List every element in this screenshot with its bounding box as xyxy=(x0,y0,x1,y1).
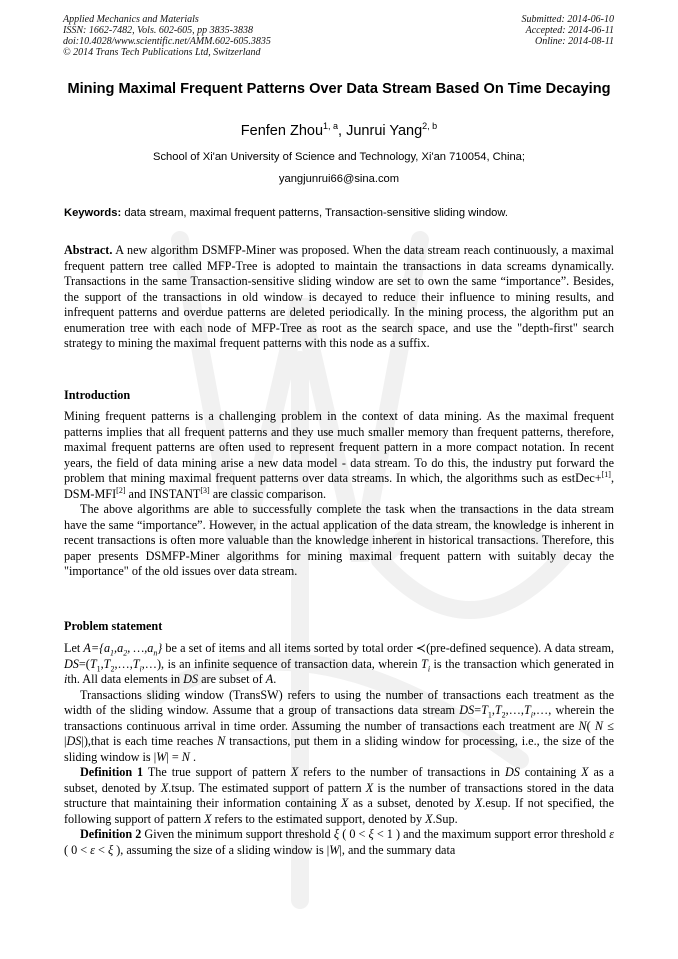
definition-1: Definition 1 The true support of pattern X refers to the number of transactions in DS containing X as a subset, denoted by X.tsup. The estimated support of pattern X is the number of transactions stored in the data structure that maintaining their information containing X as a subset, denoted by X.esup. If not specified, the following support of pattern X refers to the estimated support, denoted by X.Sup. xyxy=(64,765,614,826)
keywords-label: Keywords: xyxy=(64,207,122,219)
online-date: Online: 2014-08-11 xyxy=(535,36,614,47)
introduction-section xyxy=(64,409,614,580)
definition-1-label: Definition 1 xyxy=(80,765,144,779)
abstract-text: A new algorithm DSMFP-Miner was proposed. When the data stream reach continuously, a maximal frequent pattern tree called MFP-Tree is adopted to maintain the transactions in data screams dynamically. Transactions in the same Transaction-sensitive sliding window are set to own the same “importance”. Besides, the support of the transactions in old window is decayed to reduce their influence to mining results, and infrequent patterns and overdue patterns are deleted periodically. In the mining process, the algorithm put an enumeration tree with each node of MFP-Tree as root as the search space, and use the "depth-first" search strategy to mining the maximal frequent patterns with this node as a suffix. xyxy=(64,243,615,350)
section-heading-introduction: Introduction xyxy=(64,388,131,402)
submitted-date: Submitted: 2014-06-10 xyxy=(521,14,614,25)
intro-paragraph-2: The above algorithms are able to successfully complete the task when the transactions in the data stream have the same “importance”. However, in the actual application of the data stream, the knowledge is inherent in recent transactions is often more valuable than the knowledge inherent in historical transactions. Therefore, this paper presents DSMFP-Miner algorithms for mining maximal frequent pattern with suitably decay the "importance" of the old issues over data stream. xyxy=(64,502,614,578)
intro-paragraph-1: Mining frequent patterns is a challenging problem in the context of data mining. As the maximal frequent patterns implies that all frequent patterns and they use much smaller memory than frequent patterns, therefore, maximal frequent patterns are often used to represent frequent pattern in a more compact notation. In recent years, the field of data mining arise a new data model - data stream. To do this, the industry put forward the problem that mining maximal frequent patterns over data streams. In which, the algorithms such as estDec+[1], DSM-MFI[2] and INSTANT[3] are classic comparison. xyxy=(64,409,614,501)
author-line xyxy=(60,122,618,140)
paper-title: Mining Maximal Frequent Patterns Over Data Stream Based On Time Decaying xyxy=(67,81,611,97)
journal-header-right xyxy=(522,14,615,47)
journal-name: Applied Mechanics and Materials xyxy=(63,14,199,25)
citation-2[interactable]: [2] xyxy=(116,485,126,495)
author-1-affil: 1, a xyxy=(323,121,339,132)
author-1: Fenfen Zhou xyxy=(240,123,324,139)
issn-line: ISSN: 1662-7482, Vols. 602-605, pp 3835-3838 xyxy=(63,25,253,36)
copyright-line: © 2014 Trans Tech Publications Ltd, Switzerland xyxy=(63,47,261,58)
affiliation: School of Xi'an University of Science and Technology, Xi'an 710054, China; xyxy=(152,151,526,163)
citation-1[interactable]: [1] xyxy=(601,469,611,479)
section-heading-problem-statement: Problem statement xyxy=(64,619,163,633)
definition-2: Definition 2 Given the minimum support threshold ξ ( 0 < ξ < 1 ) and the maximum support error threshold ε ( 0 < ε < ξ ), assuming the size of a sliding window is |W|, and the summary data xyxy=(64,827,615,857)
definition-2-label: Definition 2 xyxy=(80,827,142,841)
abstract-label: Abstract. xyxy=(64,243,113,257)
problem-paragraph-2: Transactions sliding window (TransSW) refers to using the number of transactions each treatment as the width of the sliding window. Assume that a group of transactions data stream $DS=T_1,T_2,\dots,T_i,\dots$, wherein the transactions continuous arrival in time order. Assuming the number of transactions each treatment are N( N ≤ |DS|),that is each time reaches N transactions, put them in a sliding window for processing, i.e., the size of the sliding window is |W| = N . xyxy=(64,687,614,764)
author-separator: , xyxy=(338,123,347,139)
author-2-affil: 2, b xyxy=(422,121,438,132)
citation-3[interactable]: [3] xyxy=(200,485,210,495)
contact-email[interactable]: yangjunrui66@sina.com xyxy=(278,173,400,185)
keywords xyxy=(64,206,616,220)
author-2: Junrui Yang xyxy=(346,123,423,139)
accepted-date: Accepted: 2014-06-11 xyxy=(525,25,614,36)
doi-line: doi:10.4028/www.scientific.net/AMM.602-605.3835 xyxy=(63,36,271,47)
abstract xyxy=(64,243,614,352)
problem-paragraph-1: Let $A=\{a_1,a_2$, $\dots,a_n$} be a set of items and all items sorted by total order ≺(pre-defined sequence). A data stream, $DS=(T_1,T_2,\dots,T_i,\dots)$, is an infinite sequence of transaction data, wherein $T_i$ is the transaction which generated in ith. All data elements in DS are subset of A. xyxy=(64,641,614,686)
journal-header-left xyxy=(63,14,271,58)
keywords-text: data stream, maximal frequent patterns, Transaction-sensitive sliding window. xyxy=(124,207,508,219)
problem-statement-section xyxy=(64,641,614,858)
